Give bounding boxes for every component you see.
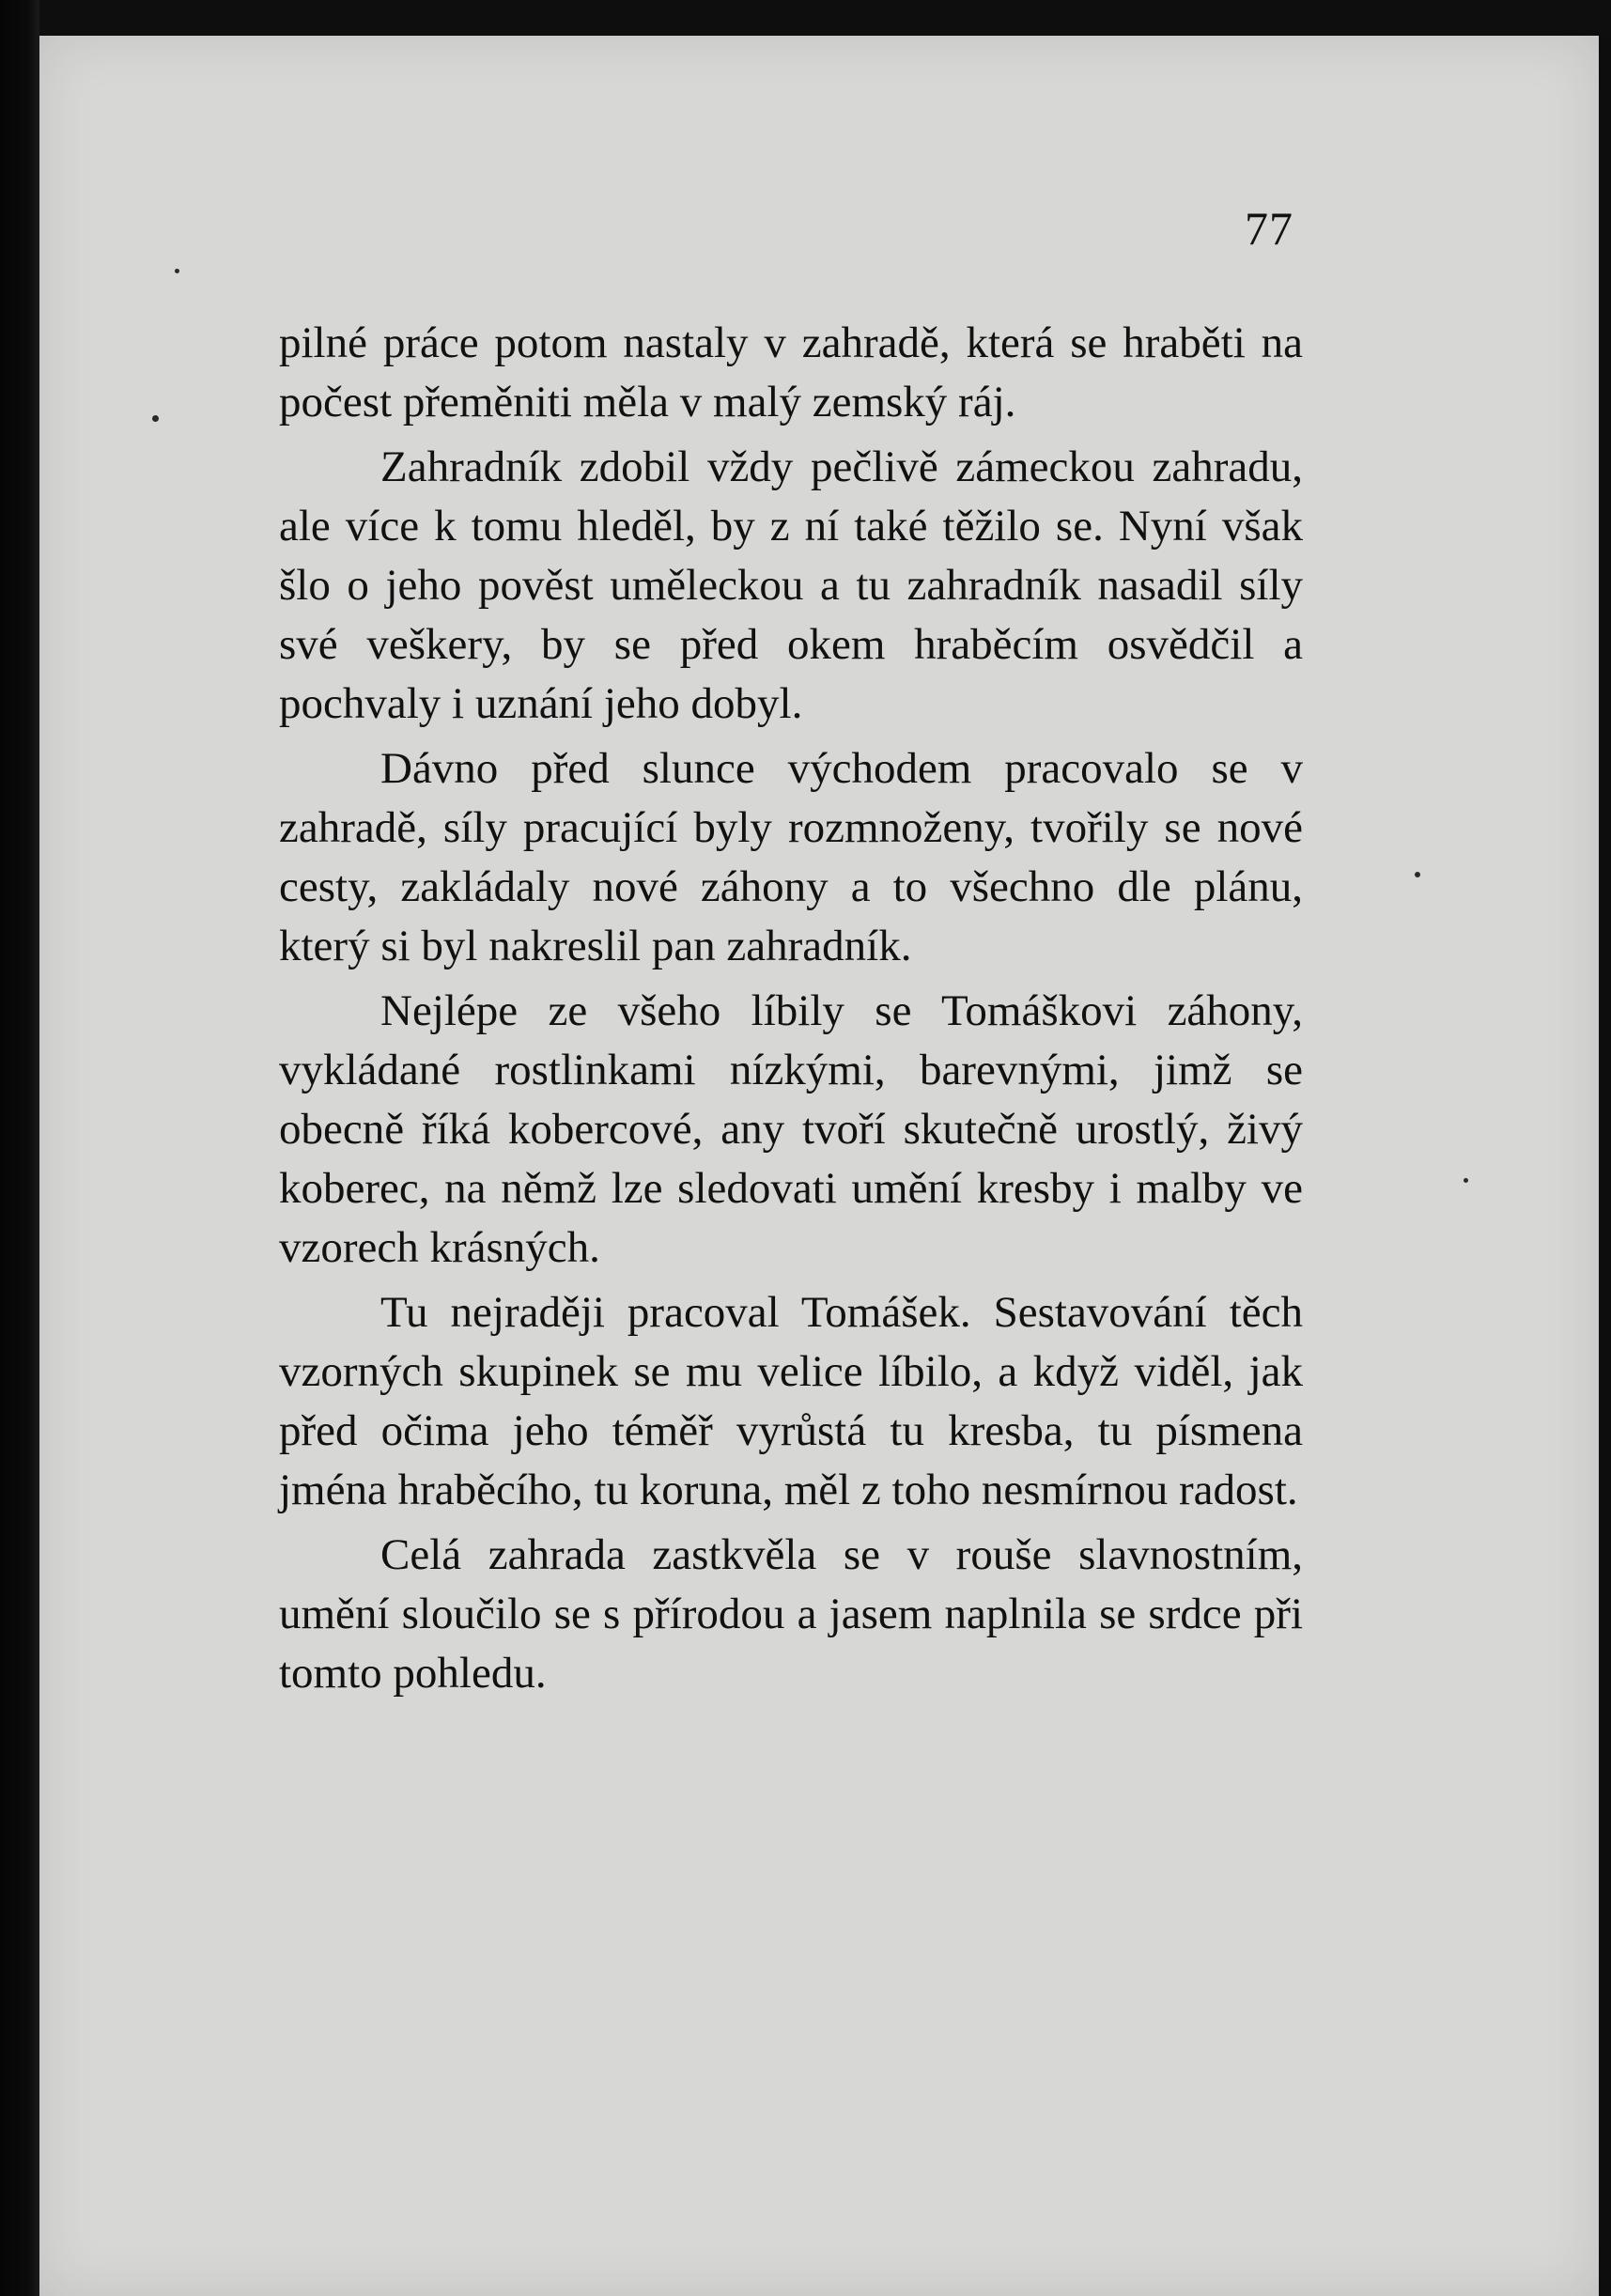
body-text: [279, 314, 1303, 1709]
paragraph-4: Nejlépe ze všeho líbily se Tomáškovi záhony, vykládané rostlinkami nízkými, barevnými, jimž se obecně říká kobercové, any tvoří skutečně urostlý, živý koberec, na němž lze sledovati umění kresby i malby ve vzorech krásných.: [279, 986, 1303, 1272]
paper-speck: [175, 269, 179, 273]
paper-speck: [1464, 1178, 1468, 1183]
paragraph-5: Tu nejraději pracoval Tomášek. Sestavování těch vzorných skupinek se mu velice líbilo, a když viděl, jak před očima jeho téměř vyrůstá tu kresba, tu písmena jména hraběcího, tu koruna, měl z toho nesmírnou radost.: [279, 1288, 1303, 1514]
page-top-edge: [39, 0, 1611, 36]
paragraph-1: pilné práce potom nastaly v zahradě, která se hraběti na počest přeměniti měla v malý zemský ráj.: [279, 318, 1303, 427]
paragraph-6: Celá zahrada zastkvěla se v rouše slavnostním, umění sloučilo se s přírodou a jasem naplnila se srdce při tomto pohledu.: [279, 1530, 1303, 1698]
page-number: 77: [1245, 202, 1293, 255]
paper-speck: [152, 415, 159, 422]
paper-speck: [1415, 872, 1420, 877]
paragraph-2: Zahradník zdobil vždy pečlivě zámeckou zahradu, ale více k tomu hleděl, by z ní také těžilo se. Nyní však šlo o jeho pověst uměleckou a tu zahradník nasadil síly své veškery, by se před okem hraběcím osvědčil a pochvaly i uznání jeho dobyl.: [279, 442, 1303, 728]
paragraph-3: Dávno před slunce východem pracovalo se v zahradě, síly pracující byly rozmnoženy, tvořily se nové cesty, zakládaly nové záhony a to všechno dle plánu, který si byl nakreslil pan zahradník.: [279, 744, 1303, 970]
page-left-edge: [0, 0, 39, 2296]
